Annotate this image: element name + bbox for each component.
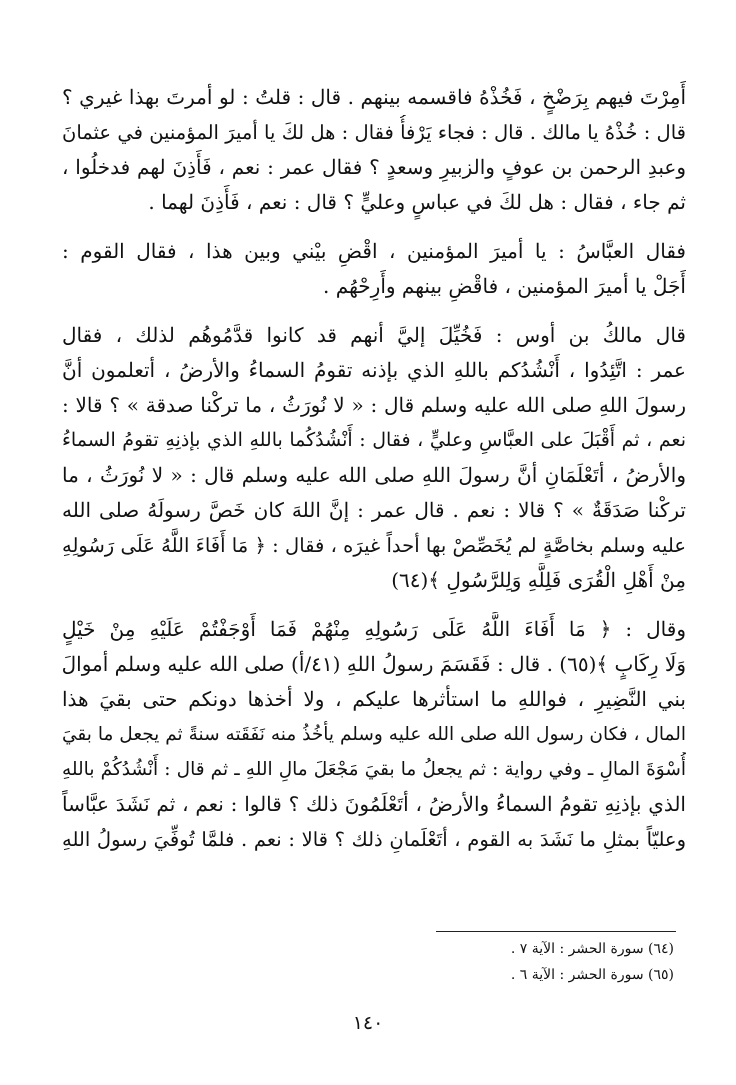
text-line: قال مالكُ بن أوس : فَخُيِّلَ إليَّ أنهم قد كانوا قدَّمُوهُم لذلك ، فقال	[62, 323, 686, 347]
paragraph-3	[62, 318, 686, 598]
text-line: والأرضُ ، أتَعْلَمَانِ أنَّ رسولَ اللهِ صلى الله عليه وسلم قال : « لا نُورَثُ ، ما	[62, 463, 686, 487]
text-line: أُسْوَةَ المالِ ـ وفي رواية : ثم يجعلُ ما بقيَ مَجْعَلَ مالِ اللهِ ـ ثم قال : أَنْشُدُكُمْ باللهِ	[62, 759, 686, 780]
text-line: وَلَا رِكَابٍ ﴾(٦٥) . قال : فَقَسَمَ رسولُ اللهِ (٤١/أ) صلى الله عليه وسلم أموالَ	[62, 652, 686, 676]
text-line: عليه وسلم بخاصَّةٍ لم يُخَصِّصْ بها أحداً غيرَه ، فقال : ﴿ مَا أَفَاءَ اللَّهُ عَلَى رَسُولِهِ	[62, 534, 686, 557]
paragraph-1	[62, 80, 686, 220]
page-body	[62, 80, 686, 871]
page-number: ١٤٠	[352, 1012, 384, 1034]
text-line: نعم ، ثم أَقْبَلَ على العبَّاسِ وعليٍّ ، فقال : أَنْشُدُكُما باللهِ الذي بإذنِهِ تقومُ السماءُ	[62, 429, 686, 451]
text-line: وقال : ﴿ مَا أَفَاءَ اللَّهُ عَلَى رَسُولِهِ مِنْهُمْ فَمَا أَوْجَفْتُمْ عَلَيْهِ مِنْ خَيْلٍ	[62, 617, 686, 641]
footnotes	[374, 936, 674, 988]
footnote-64: (٦٤) سورة الحشر : الآية ٧ .	[510, 941, 674, 957]
paragraph-2	[62, 234, 686, 304]
paragraph-4	[62, 612, 686, 857]
text-line: وعليّاً بمثلِ ما نَشَدَ به القوم ، أتَعْلَمانِ ذلك ؟ قالا : نعم . فلمَّا تُوفِّيَ رسولُ اللهِ	[62, 828, 686, 851]
text-line: فقال العبَّاسُ : يا أميرَ المؤمنين ، اقْضِ بيْني وبين هذا ، فقال القوم :	[62, 239, 686, 263]
text-line: أَجَلْ يا أميرَ المؤمنين ، فاقْضِ بينهم وأَرِحْهُم .	[323, 274, 686, 298]
text-line: الذي بإذنِهِ تقومُ السماءُ والأرضُ ، أتَعْلَمُونَ ذلك ؟ قالوا : نعم ، ثم نَشَدَ عبَّاساً	[62, 792, 686, 816]
text-line: وعبدِ الرحمن بن عوفٍ والزبيرِ وسعدٍ ؟ فقال عمر : نعم ، فَأَذِنَ لهم فدخلُوا ،	[62, 155, 686, 179]
footnote-divider	[436, 931, 676, 932]
text-line: ثم جاء ، فقال : هل لكَ في عباسٍ وعليٍّ ؟ قال : نعم ، فَأَذِنَ لهما .	[148, 190, 686, 214]
text-line: تركْنا صَدَقَةٌ » ؟ قالا : نعم . قال عمر : إنَّ اللهَ كان خَصَّ رسولَهُ صلى الله	[62, 498, 686, 522]
text-line: قال : خُذْهُ يا مالك . قال : فجاء يَرْفأُ فقال : هل لكَ يا أميرَ المؤمنين في عثمانَ	[62, 121, 686, 144]
text-line: مِنْ أَهْلِ الْقُرَى فَلِلَّهِ وَلِلرَّسُولِ ﴾(٦٤)	[391, 568, 686, 592]
text-line: عمر : اتَّئِدُوا ، أَنْشُدُكم باللهِ الذي بإذنه تقومُ السماءُ والأرضُ ، أتعلمون أنَّ	[62, 358, 686, 382]
text-line: بني النَّضِيرِ ، فواللهِ ما استأثرها عليكم ، ولا أخذها دونكم حتى بقيَ هذا	[62, 687, 686, 711]
text-line: أَمِرْتَ فيهم بِرَضْخٍ ، فَخُذْهُ فاقسمه بينهم . قال : قلتُ : لو أمرتَ بهذا غيري ؟	[62, 85, 686, 109]
footnote-65: (٦٥) سورة الحشر : الآية ٦ .	[510, 967, 674, 983]
text-line: المال ، فكان رسول الله صلى الله عليه وسلم يأخُذُ منه نَفَقَته سنةً ثم يجعل ما بقيَ	[62, 724, 686, 745]
text-line: رسولَ اللهِ صلى الله عليه وسلم قال : « لا نُورَثُ ، ما تركْنا صدقة » ؟ قالا :	[62, 393, 686, 417]
